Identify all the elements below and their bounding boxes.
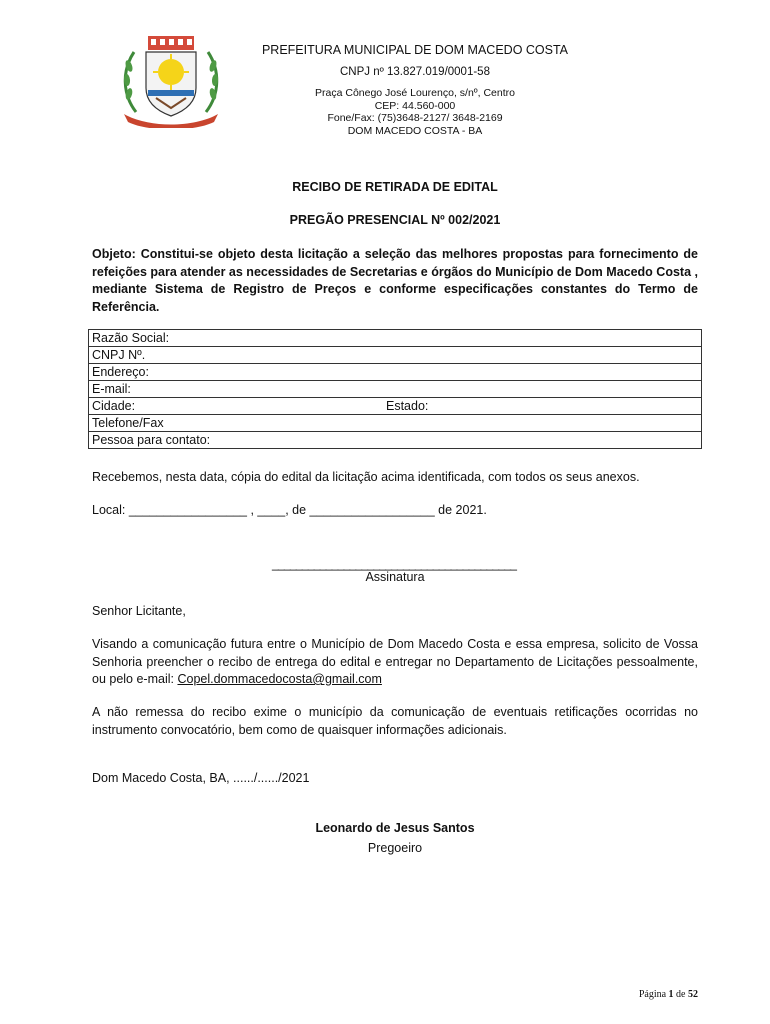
- endereco-field[interactable]: Endereço:: [89, 364, 702, 381]
- cidade-label: Cidade:: [92, 399, 136, 413]
- org-address-block: [230, 87, 600, 137]
- telefone-field[interactable]: Telefone/Fax: [89, 415, 702, 432]
- page-label: Página: [638, 989, 667, 1000]
- visando-paragraph: [92, 636, 698, 689]
- page-number: [639, 989, 698, 1000]
- org-name: PREFEITURA MUNICIPAL DE DOM MACEDO COSTA: [261, 43, 569, 57]
- objeto-paragraph: Objeto: Constitui-se objeto desta licitação a seleção das melhores propostas para fornecimento de refeições para atender as necessidades de Secretarias e órgãos do Município de Dom Macedo Costa , mediante Sistema de Registro de Preços e conforme especificações constantes do Termo de Referência.: [92, 247, 698, 314]
- org-city: DOM MACEDO COSTA - BA: [347, 124, 483, 137]
- document-subtitle: PREGÃO PRESENCIAL Nº 002/2021: [289, 213, 501, 227]
- signer-name: Leonardo de Jesus Santos: [315, 821, 475, 835]
- form-row-contato: [89, 432, 702, 449]
- contato-field[interactable]: Pessoa para contato:: [89, 432, 702, 449]
- cidade-estado-field[interactable]: [89, 398, 702, 415]
- company-info-form: [88, 329, 702, 449]
- cnpj-field[interactable]: CNPJ Nº.: [89, 347, 702, 364]
- coat-of-arms-logo: [118, 32, 224, 128]
- form-row-cnpj: [89, 347, 702, 364]
- email-link[interactable]: Copel.dommacedocosta@gmail.com: [177, 672, 382, 686]
- signature-label: Assinatura: [365, 570, 425, 584]
- visando-text: Visando a comunicação futura entre o Município de Dom Macedo Costa e essa empresa, solicito de Vossa Senhoria preencher o recibo de entrega do edital e entregar no Departamento de Licitações pessoalmente, ou pelo e-mail:: [92, 637, 698, 686]
- org-cnpj: CNPJ nº 13.827.019/0001-58: [340, 66, 490, 78]
- org-phone: Fone/Fax: (75)3648-2127/ 3648-2169: [327, 112, 503, 124]
- form-row-telefone: [89, 415, 702, 432]
- local-line: Local: _________________ , ____, de __________________ de 2021.: [92, 503, 487, 517]
- estado-label: Estado:: [386, 399, 429, 413]
- email-field[interactable]: E-mail:: [89, 381, 702, 398]
- org-cep: CEP: 44.560-000: [374, 99, 456, 112]
- salutation: Senhor Licitante,: [92, 604, 186, 618]
- signature-line: _________________________________________: [271, 557, 517, 571]
- form-row-razao-social: [89, 330, 702, 347]
- razao-social-field[interactable]: Razão Social:: [89, 330, 702, 347]
- page-total: 52: [688, 989, 698, 1000]
- signer-role: Pregoeiro: [367, 841, 423, 855]
- page-of-label: de: [676, 989, 686, 1000]
- form-row-email: [89, 381, 702, 398]
- page-current: 1: [668, 989, 674, 1000]
- form-row-endereco: [89, 364, 702, 381]
- form-row-cidade: [89, 398, 702, 415]
- date-line: Dom Macedo Costa, BA, ....../....../2021: [92, 771, 310, 785]
- document-title: RECIBO DE RETIRADA DE EDITAL: [292, 180, 498, 194]
- recebemos-paragraph: Recebemos, nesta data, cópia do edital da licitação acima identificada, com todos os seus anexos.: [92, 470, 640, 484]
- org-address: Praça Cônego José Lourenço, s/nº, Centro: [315, 87, 515, 99]
- nao-remessa-paragraph: A não remessa do recibo exime o município da comunicação de eventuais retificações ocorridas no instrumento convocatório, bem como de quaisquer informações adicionais.: [92, 705, 698, 737]
